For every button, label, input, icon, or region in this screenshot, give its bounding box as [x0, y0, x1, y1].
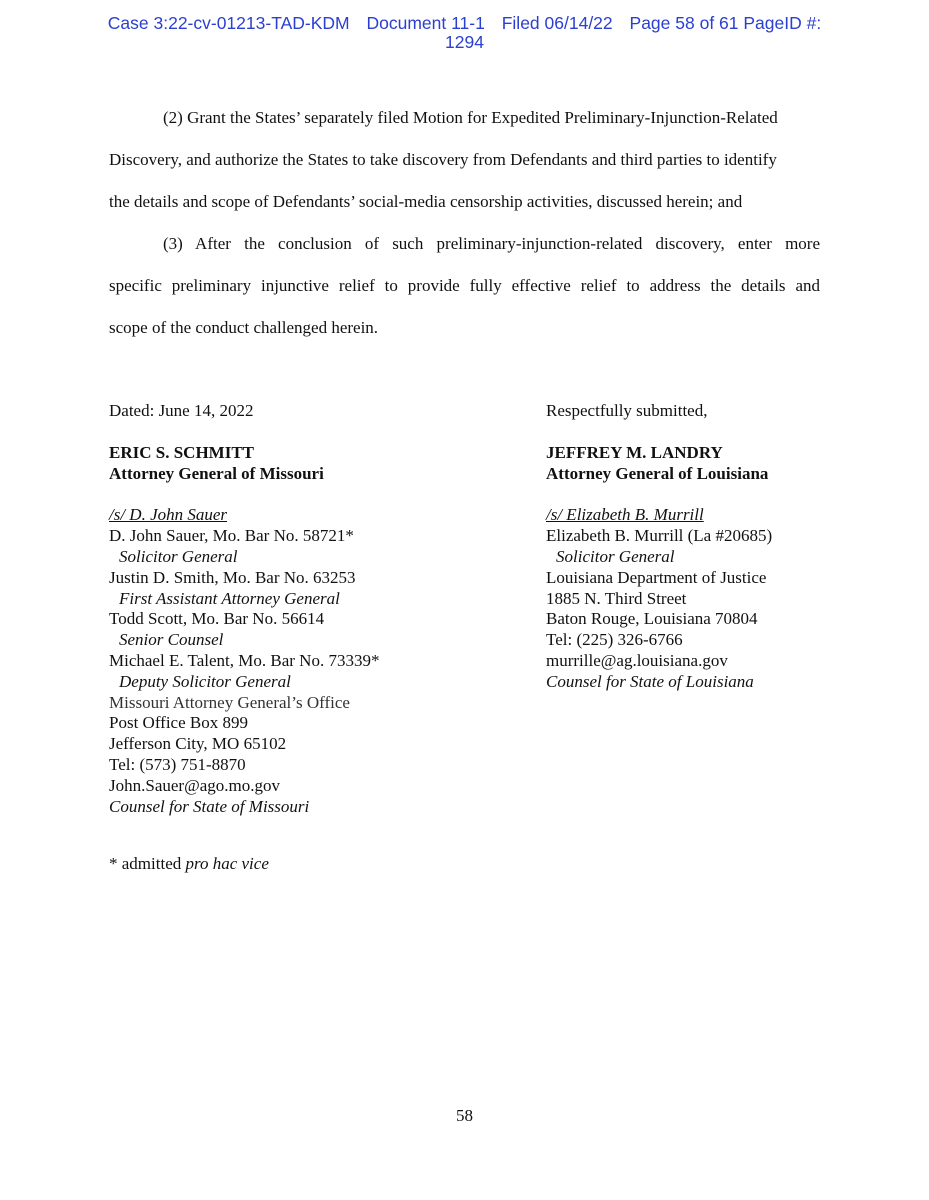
paragraph-3-line-3: scope of the conduct challenged herein. — [109, 318, 379, 337]
louisiana-ag-title: Attorney General of Louisiana — [546, 463, 769, 483]
louisiana-ag-name: JEFFREY M. LANDRY — [546, 443, 723, 462]
signature-line: Todd Scott, Mo. Bar No. 56614 — [109, 609, 325, 629]
signature-line: Baton Rouge, Louisiana 70804 — [546, 609, 758, 629]
signature-line: Counsel for State of Missouri — [109, 796, 310, 816]
page-info: Page 58 of 61 PageID #: — [629, 13, 822, 33]
case-number: Case 3:22-cv-01213-TAD-KDM — [107, 13, 350, 33]
signature-line: Counsel for State of Louisiana — [546, 671, 754, 691]
court-filing-header — [0, 14, 929, 52]
spacer — [109, 485, 379, 506]
header-line — [0, 14, 929, 33]
page-number: 58 — [456, 1106, 473, 1125]
signature-line: 1885 N. Third Street — [546, 588, 687, 608]
paragraph-3-line-1: (3) After the conclusion of such preliminary-injunction-related discovery, enter more — [163, 234, 820, 253]
signature-line: Solicitor General — [119, 546, 238, 566]
signature-line: Post Office Box 899 — [109, 713, 248, 733]
missouri-ag-name: ERIC S. SCHMITT — [109, 443, 255, 462]
signature-line: Elizabeth B. Murrill (La #20685) — [546, 526, 773, 546]
spacer — [546, 485, 772, 506]
footnote-italic: pro hac vice — [185, 854, 269, 873]
missouri-ag-title: Attorney General of Missouri — [109, 463, 324, 483]
paragraph-2-line-1: (2) Grant the States’ separately filed Motion for Expedited Preliminary-Injunction-Related — [163, 108, 778, 127]
missouri-signature-block — [109, 443, 379, 817]
dated-line: Dated: June 14, 2022 — [109, 401, 254, 420]
filed-date: Filed 06/14/22 — [501, 13, 613, 33]
signature-line: Deputy Solicitor General — [119, 671, 291, 691]
signature-line: Missouri Attorney General’s Office — [109, 692, 350, 712]
paragraph-2-line-2: Discovery, and authorize the States to take discovery from Defendants and third parties to identify — [109, 150, 777, 169]
louisiana-signature: /s/ Elizabeth B. Murrill — [546, 505, 704, 525]
signature-email: John.Sauer@ago.mo.gov — [109, 775, 280, 795]
signature-line: Tel: (573) 751-8870 — [109, 754, 246, 774]
respectfully-submitted: Respectfully submitted, — [546, 401, 708, 420]
signature-line: First Assistant Attorney General — [119, 588, 340, 608]
missouri-signature: /s/ D. John Sauer — [109, 505, 228, 525]
document-number: Document 11-1 — [366, 13, 485, 33]
signature-line: Solicitor General — [556, 546, 675, 566]
signature-line: Michael E. Talent, Mo. Bar No. 73339* — [109, 650, 380, 670]
signature-line: Tel: (225) 326-6766 — [546, 630, 683, 650]
louisiana-signature-block — [546, 443, 772, 693]
signature-email: murrille@ag.louisiana.gov — [546, 650, 728, 670]
signature-line: Justin D. Smith, Mo. Bar No. 63253 — [109, 567, 356, 587]
paragraph-2-line-3: the details and scope of Defendants’ social-media censorship activities, discussed herein; and — [109, 192, 743, 211]
footnote — [109, 854, 269, 875]
signature-line: Senior Counsel — [119, 630, 224, 650]
signature-line: D. John Sauer, Mo. Bar No. 58721* — [109, 526, 354, 546]
signature-line: Jefferson City, MO 65102 — [109, 734, 287, 754]
signature-line: Louisiana Department of Justice — [546, 567, 767, 587]
page-id: 1294 — [445, 32, 484, 52]
paragraph-3-line-2: specific preliminary injunctive relief to provide fully effective relief to address the details and — [109, 276, 820, 295]
footnote-prefix: * admitted — [109, 854, 186, 873]
